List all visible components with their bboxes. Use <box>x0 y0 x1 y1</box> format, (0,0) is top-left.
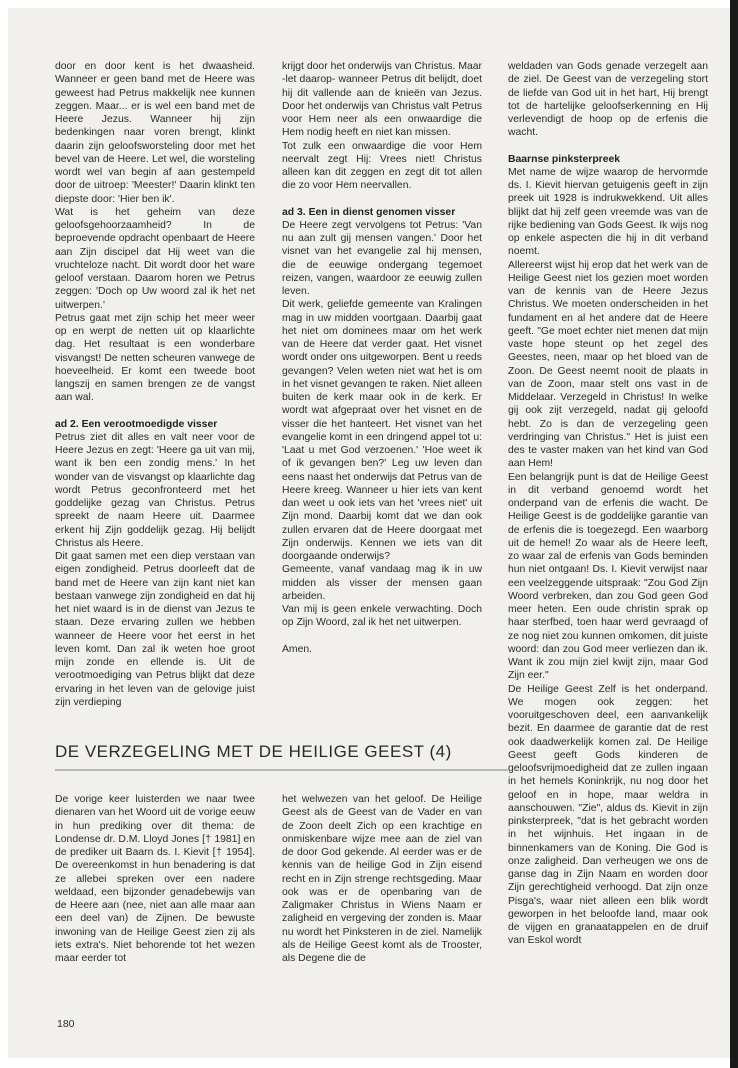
paragraph: Wat is het geheim van deze geloofsgehoorzaamheid? In de beproevende opdracht openbaart de Heere aan Zijn discipel dat Hij weet van die vruchteloze nacht. Dit wordt door het ware geloof verstaan. Daarom horen we Petrus zeggen: 'Doch op Uw woord zal ik het net uitwerpen.' <box>55 206 255 311</box>
article-title: DE VERZEGELING MET DE HEILIGE GEEST (4) <box>55 742 452 761</box>
paragraph: Petrus gaat met zijn schip het meer weer op en werpt de netten uit op klaarlichte dag. Het resultaat is een wonderbare visvangst! De netten scheuren vanwege de hoeveelheid. Er komt een tweede boot langszij en samen brengen ze de vangst aan wal. <box>55 312 255 404</box>
paragraph: De Heilige Geest Zelf is het onderpand. We mogen ook zeggen: het vooruitgeschoven deel, een aanvankelijk bezit. En daarmee de garantie dat de rest ook daadwerkelijk komen zal. De Heilige Geest geeft Gods kinderen de geloofsvrijmoedigheid dat ze zullen ingaan in het hemels Koninkrijk, nu nog door het geloof en in hope, maar weldra in aanschouwen. "Zie", aldus ds. Kievit in zijn pinksterpreek, "dat is het gebracht worden in het wijnhuis. Het ingaan in de binnenkamers van de Koning. Die God is onze zaligheid. Dan verheugen we ons de ganse dag in Zijn Naam en worden door Zijn gerechtigheid verhoogd. Dat zijn onze Pisga's, waar niet alleen een blik wordt geworpen in het beloofde land, maar ook de vijgen en granaatappelen en de druif van Eskol wordt <box>508 683 708 947</box>
paragraph: De Heere zegt vervolgens tot Petrus: 'Van nu aan zult gij mensen vangen.' Door het visnet van het evangelie zal hij mensen, die de eeuwige ondergang tegemoet reizen, vangen, waardoor ze eeuwig zullen leven. <box>282 219 482 297</box>
paragraph: door en door kent is het dwaasheid. Wanneer er geen band met de Heere was geweest had Petrus makkelijk nee kunnen zeggen. Maar... er is wel een band met de Heere Jezus. Wanneer hij zijn bedenkingen naar voren brengt, klinkt daarin zijn geloofsworsteling door met het bevel van de Heere. Let wel, die worsteling wordt wel van begin af aan gestempeld door de uitroep: 'Meester!' Daarin klinkt ten diepste door: 'Hier ben ik'. <box>55 61 255 205</box>
paragraph: Gemeente, vanaf vandaag mag ik in uw midden als visser der mensen gaan arbeiden. <box>282 564 482 602</box>
column-left <box>55 60 255 709</box>
page-number: 180 <box>57 1018 75 1030</box>
paragraph: het welwezen van het geloof. De Heilige Geest als de Geest van de Vader en van de Zoon deelt Zich op een krachtige en onmiskenbare wijze mee aan de ziel van de door God gekende. Al eerder was er de kennis van de heilige God in Zijn eisend recht en in Zijn strenge rechtsgeding. Maar ook was er de openbaring van de Zaligmaker Christus in Wiens Naam er zaligheid en vergeving der zonden is. Maar nu wordt het Pinksteren in de ziel. Namelijk als de Heilige Geest komt als de Trooster, als Degene die de <box>282 794 482 964</box>
paragraph: Een belangrijk punt is dat de Heilige Geest in dit verband genoemd wordt het onderpand van de erfenis die wacht. De Heilige Geest is de goddelijke garantie van de erfenis die is toegezegd. Een waarborg uit de hemel! Zo waar als de Heere leeft, zo waar zal de erfenis van Gods beminden hun niet ontgaan! Ds. I. Kievit verwijst naar een veelzeggende uitspraak: "Zou God Zijn Woord verbreken, dan zou God geen God meer heten. Een oude christin sprak op haar sterfbed, toen haar werd gevraagd of ze nog niet zou kunnen omkomen, dit juiste woord: dan zou God meer verliezen dan ik. Want ik zou mijn ziel kwijt zijn, maar God Zijn eer." <box>508 471 708 682</box>
section-heading-ad3: ad 3. Een in dienst genomen visser <box>282 206 456 218</box>
paragraph: Tot zulk een onwaardige die voor Hem neervalt zegt Hij: Vrees niet! Christus alleen kan dit zeggen en zegt dit tot allen die zo voor Hem neervallen. <box>282 140 482 192</box>
paragraph: weldaden van Gods genade verzegelt aan de ziel. De Geest van de verzegeling stort de liefde van God uit in het hart, Hij brengt tot de hartelijke geloofserkenning en Hij verlevendigt de hoop op de erfenis die wacht. <box>508 61 708 139</box>
paragraph: Allereerst wijst hij erop dat het werk van de Heilige Geest niet los gezien moet worden van de kennis van de Heere Jezus Christus. We moeten onderscheiden in het fundament en al het andere dat de Heere geeft. "Ge moet echter niet menen dat mijn vaste hope steunt op het zegel des Geestes, neen, maar op het bloed van de Zoon. De Geest neemt nooit de plaats in van de Zoon, maar stelt ons vast in de Middelaar. Verzegeld in Christus! In welke gij ook zijt verzegeld, nadat gij geloofd hebt. Zo is dan de verzegeling geen verdringing van Christus." Het is juist een des te vaster maken van het kind van God aan Hem! <box>508 259 708 470</box>
section-heading-ad2: ad 2. Een verootmoedigde visser <box>55 418 218 430</box>
article-column-left <box>55 793 255 965</box>
section-heading-baarnse: Baarnse pinksterpreek <box>508 153 621 165</box>
paragraph: krijgt door het onderwijs van Christus. Maar -let daarop- wanneer Petrus dit belijdt, doet hij dit vallende aan de knieën van Jezus. Door het onderwijs van Christus valt Petrus voor Hem neer als een onwaardige die Hem nodig heeft en niet kan missen. <box>282 61 482 139</box>
column-middle <box>282 60 482 656</box>
title-divider <box>55 769 508 771</box>
paragraph: Met name de wijze waarop de hervormde ds. I. Kievit hiervan getuigenis geeft in zijn preek uit 1928 is indrukwekkend. Uit alles blijkt dat hij zelf geen vreemde was van de rijke bediening van Gods Geest. Ik wijs nog op enkele aspecten die hij in dit verband noemt. <box>508 166 708 258</box>
article-column-middle <box>282 793 482 965</box>
closing-amen: Amen. <box>282 643 313 655</box>
scan-edge <box>730 0 738 1068</box>
paragraph: Van mij is geen enkele verwachting. Doch op Zijn Woord, zal ik het net uitwerpen. <box>282 604 482 629</box>
paragraph: Petrus ziet dit alles en valt neer voor de Heere Jezus en zegt: 'Heere ga uit van mij, want ik ben een zondig mens.' In het wonder van de visvangst op klaarlichte dag wordt Petrus geconfronteerd met het goddelijke gezag van Christus. Petrus spreekt de naam Heere uit. Daarmee erkent hij Zijn goddelijk gezag. Hij belijdt Christus als Heere. <box>55 431 255 549</box>
paragraph: Dit werk, geliefde gemeente van Kralingen mag in uw midden voortgaan. Daarbij gaat het niet om dominees maar om het werk van de Heere dat verder gaat. Het visnet wordt onder ons uitgeworpen. Bent u reeds gevangen? Velen weten niet wat het is om in het visnet gevangen te raken. Niet alleen buiten de kerk maar ook in de kerk. Er wordt wat afgepraat over het visnet en de visser die het hanteert. Het visnet van het evangelie komt in een dringend appel tot u: 'Laat u met God verzoenen.' 'Hoe weet ik of ik gevangen ben?' Leg uw leven dan eens naast het onderwijs dat Petrus van de Heere kreeg. Wanneer u hier iets van kent dan weet u ook iets van het 'vrees niet' uit Zijn mond. Daarbij komt dat we dan ook zullen ervaren dat de Heere doorgaat met Zijn onderwijs. Kennen we iets van dit doorgaande onderwijs? <box>282 299 482 562</box>
paragraph: De vorige keer luisterden we naar twee dienaren van het Woord uit de vorige eeuw in hun prediking over dit thema: de Londense dr. D.M. Lloyd Jones [† 1981] en de prediker uit Baarn ds. I. Kievit [† 1954]. De overeenkomst in hun benadering is dat ze allebei spreken over een nadere weldaad, een bijzonder genadebewijs van de Heere aan (nee, niet aan alle maar aan een deel van) de Zijnen. De bewuste inwoning van de Heilige Geest zien zij als iets extra's. Niet behorende tot het wezen maar eerder tot <box>55 794 255 964</box>
paragraph: Dit gaat samen met een diep verstaan van eigen zondigheid. Petrus doorleeft dat de band met de Heere van zijn kant niet kan bestaan vanwege zijn zondigheid en dat hij het niet waard is in de dienst van Jezus te staan. Deze ervaring zullen we hebben wanneer de Heere voor het eerst in het leven komt. Dan zal ik weten hoe groot mijn zonde en ellende is. Uit de verootmoediging van Petrus blijkt dat deze ervaring in het leven van de gelovige juist zijn verdieping <box>55 551 255 708</box>
column-right <box>508 60 708 948</box>
